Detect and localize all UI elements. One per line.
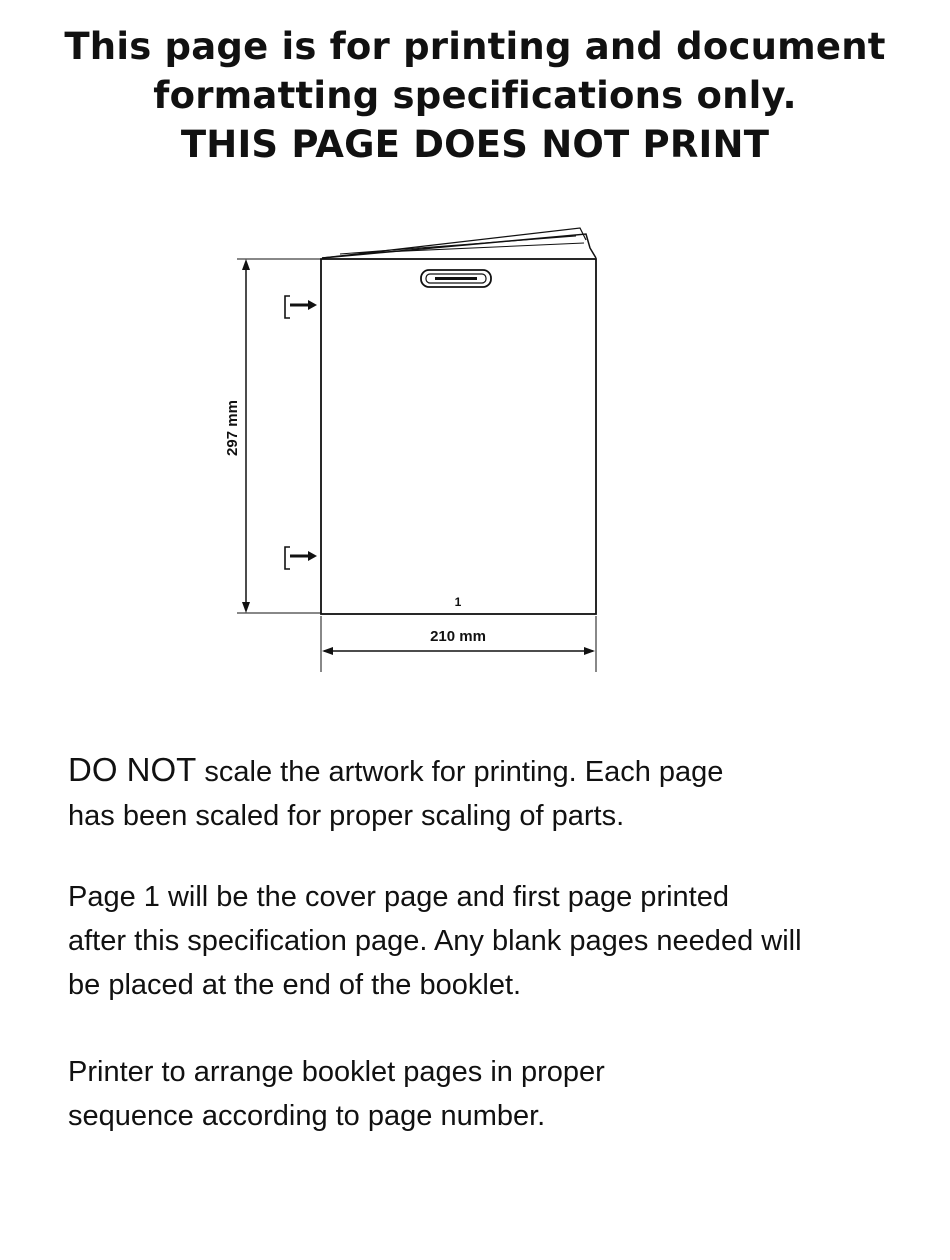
cover-line-3: be placed at the end of the booklet. xyxy=(68,969,522,1001)
cover-line-2: after this specification page. Any blank pages needed will xyxy=(68,925,802,957)
brand-logo-icon xyxy=(421,270,491,287)
header-line-1: This page is for printing and document xyxy=(64,25,886,68)
cover-line-1: Page 1 will be the cover page and first page printed xyxy=(68,881,729,913)
scaling-line-1 xyxy=(68,748,928,794)
width-label: 210 mm xyxy=(430,628,486,645)
header-line-2: formatting specifications only. xyxy=(153,74,797,117)
staple-marker-top-icon xyxy=(285,296,317,318)
front-page xyxy=(321,259,596,614)
back-page-edge-2 xyxy=(322,228,586,258)
page-number-label: 1 xyxy=(454,595,462,609)
height-label: 297 mm xyxy=(224,400,241,456)
scaling-instructions xyxy=(68,748,928,838)
sequence-line-1: Printer to arrange booklet pages in proper xyxy=(68,1056,605,1088)
header-line-3: THIS PAGE DOES NOT PRINT xyxy=(180,123,770,166)
scaling-line-2: has been scaled for proper scaling of parts. xyxy=(68,800,625,832)
sequence-line-2: sequence according to page number. xyxy=(68,1100,546,1132)
do-not-emphasis: DO NOT xyxy=(68,751,197,788)
scaling-line-1-rest: scale the artwork for printing. Each page xyxy=(196,756,724,788)
cover-page-instructions xyxy=(68,875,928,1007)
staple-marker-bottom-icon xyxy=(285,547,317,569)
sequence-instructions xyxy=(68,1050,928,1138)
